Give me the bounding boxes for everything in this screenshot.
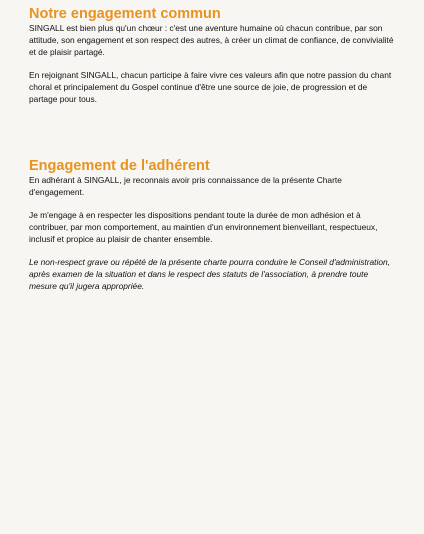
paragraph-sanctions: Le non-respect grave ou répété de la présente charte pourra conduire le Conseil d'administration, après examen de la situation et dans le respect des statuts de l'association, à prendre toute mesure qu'il jugera appropriée. xyxy=(29,257,391,291)
paragraph-joining: En rejoignant SINGALL, chacun participe à faire vivre ces valeurs afin que notre passion du chant choral et principalement du Gospel continue d'être une source de joie, de progression et de partage pour tous. xyxy=(29,70,392,104)
section-title-common-commitment: Notre engagement commun xyxy=(29,6,221,22)
paragraph-acknowledgement: En adhérant à SINGALL, je reconnais avoir pris connaissance de la présente Charte d'engagement. xyxy=(29,175,342,197)
paragraph-intro: SINGALL est bien plus qu'un chœur : c'est une aventure humaine où chacun contribue, par son attitude, son engagement et son respect des autres, à créer un climat de confiance, de convivialité et de plaisir partagé. xyxy=(29,23,394,57)
paragraph-pledge: Je m'engage à en respecter les dispositions pendant toute la durée de mon adhésion et à contribuer, par mon comportement, au maintien d'un environnement bienveillant, respectueux, inclusif et propice au plaisir de chanter ensemble. xyxy=(29,210,378,244)
section-common-commitment xyxy=(29,6,395,105)
section-title-member-commitment: Engagement de l'adhérent xyxy=(29,158,210,174)
section-member-commitment xyxy=(29,158,395,292)
